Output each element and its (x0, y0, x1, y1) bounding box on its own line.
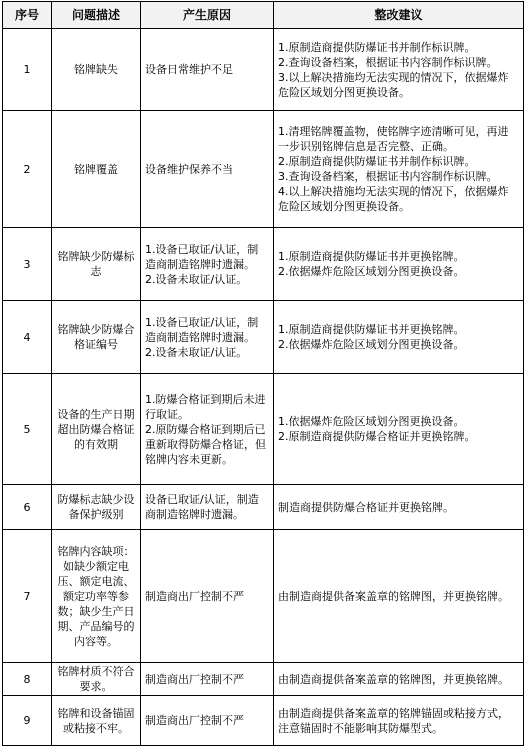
table-row (3, 228, 524, 301)
cause-line: 制造商出厂控制不严 (145, 589, 244, 603)
row-number: 3 (3, 228, 52, 301)
table-row (3, 696, 524, 746)
row-number: 8 (3, 663, 52, 696)
cause-line: 1.防爆合格证到期后未进行取证。 (145, 392, 266, 421)
cause-line: 2.设备未取证/认证。 (145, 272, 248, 286)
problem-description: 防爆标志缺少设备保护级别 (52, 485, 141, 530)
suggestion-cell (274, 696, 524, 746)
suggestion-cell (274, 111, 524, 228)
table-header-row (3, 2, 524, 29)
suggestion-cell (274, 228, 524, 301)
suggestion-cell (274, 301, 524, 374)
suggestion-line: 2.原制造商提供防爆合格证并更换铭牌。 (278, 430, 476, 443)
cause-line: 设备已取证/认证，制造商制造铭牌时遗漏。 (145, 493, 259, 521)
table-row (3, 29, 524, 111)
row-number: 7 (3, 530, 52, 663)
cause-line: 1.设备已取证/认证，制造商制造铭牌时遗漏。 (145, 315, 259, 344)
problem-description: 铭牌缺少防爆标志 (52, 228, 141, 301)
suggestion-line: 由制造商提供备案盖章的铭牌锚固或粘接方式，注意锚固时不能影响其防爆型式。 (278, 706, 509, 735)
table-body (3, 29, 524, 746)
problem-description: 铭牌缺少防爆合格证编号 (52, 301, 141, 374)
row-number: 5 (3, 374, 52, 485)
suggestion-line: 2.依据爆炸危险区域划分图更换设备。 (278, 265, 465, 278)
problem-description: 铭牌内容缺项：如缺少额定电压、额定电流、额定功率等参数；缺少生产日期、产品编号的内容等。 (52, 530, 141, 663)
problem-description: 铭牌材质不符合要求。 (52, 663, 141, 696)
suggestion-line: 制造商提供防爆合格证并更换铭牌。 (278, 500, 454, 514)
cause-cell (141, 530, 274, 663)
suggestion-line: 1.原制造商提供防爆证书并制作标识牌。 (278, 40, 476, 54)
row-number: 2 (3, 111, 52, 228)
table-row (3, 111, 524, 228)
suggestion-cell (274, 663, 524, 696)
suggestion-cell (274, 29, 524, 111)
problem-description: 铭牌覆盖 (52, 111, 141, 228)
header-description: 问题描述 (52, 2, 141, 29)
suggestion-line: 由制造商提供备案盖章的铭牌图，并更换铭牌。 (278, 672, 509, 686)
suggestion-line: 2.原制造商提供防爆证书并制作标识牌。 (278, 155, 476, 168)
cause-line: 设备日常维护不足 (145, 63, 233, 76)
suggestion-line: 1.依据爆炸危险区域划分图更换设备。 (278, 415, 465, 428)
cause-line: 1.设备已取证/认证，制造商制造铭牌时遗漏。 (145, 242, 259, 271)
cause-cell (141, 111, 274, 228)
suggestion-line: 2.查询设备档案，根据证书内容制作标识牌。 (278, 55, 498, 69)
problem-description: 铭牌和设备锚固或粘接不牢。 (52, 696, 141, 746)
header-cause: 产生原因 (141, 2, 274, 29)
cause-line: 2.设备未取证/认证。 (145, 345, 248, 359)
table-row (3, 485, 524, 530)
rectification-table (2, 1, 524, 746)
cause-cell (141, 485, 274, 530)
cause-cell (141, 301, 274, 374)
row-number: 1 (3, 29, 52, 111)
problem-description: 铭牌缺失 (52, 29, 141, 111)
suggestion-line: 1.清理铭牌覆盖物，使铭牌字迹清晰可见，再进一步识别铭牌信息是否完整、正确。 (278, 125, 509, 153)
suggestion-line: 1.原制造商提供防爆证书并更换铭牌。 (278, 323, 465, 336)
row-number: 9 (3, 696, 52, 746)
suggestion-line: 4.以上解决措施均无法实现的情况下，依据爆炸危险区域划分图更换设备。 (278, 185, 509, 213)
header-suggestion: 整改建议 (274, 2, 524, 29)
table-row (3, 301, 524, 374)
cause-cell (141, 663, 274, 696)
problem-description: 设备的生产日期超出防爆合格证的有效期 (52, 374, 141, 485)
table-row (3, 374, 524, 485)
cause-cell (141, 696, 274, 746)
header-no: 序号 (3, 2, 52, 29)
suggestion-cell (274, 374, 524, 485)
cause-line: 制造商出厂控制不严 (145, 672, 244, 686)
suggestion-line: 1.原制造商提供防爆证书并更换铭牌。 (278, 250, 465, 263)
table-row (3, 530, 524, 663)
suggestion-cell (274, 530, 524, 663)
suggestion-line: 3.查询设备档案，根据证书内容制作标识牌。 (278, 170, 498, 183)
row-number: 4 (3, 301, 52, 374)
cause-line: 制造商出厂控制不严 (145, 714, 244, 727)
suggestion-line: 3.以上解决措施均无法实现的情况下，依据爆炸危险区域划分图更换设备。 (278, 70, 509, 99)
table-row (3, 663, 524, 696)
cause-line: 2.原防爆合格证到期后已重新取得防爆合格证，但铭牌内容未更新。 (145, 422, 266, 466)
cause-cell (141, 29, 274, 111)
cause-cell (141, 374, 274, 485)
row-number: 6 (3, 485, 52, 530)
cause-line: 设备维护保养不当 (145, 162, 233, 176)
cause-cell (141, 228, 274, 301)
suggestion-cell (274, 485, 524, 530)
suggestion-line: 由制造商提供备案盖章的铭牌图，并更换铭牌。 (278, 589, 509, 603)
suggestion-line: 2.依据爆炸危险区域划分图更换设备。 (278, 338, 465, 351)
